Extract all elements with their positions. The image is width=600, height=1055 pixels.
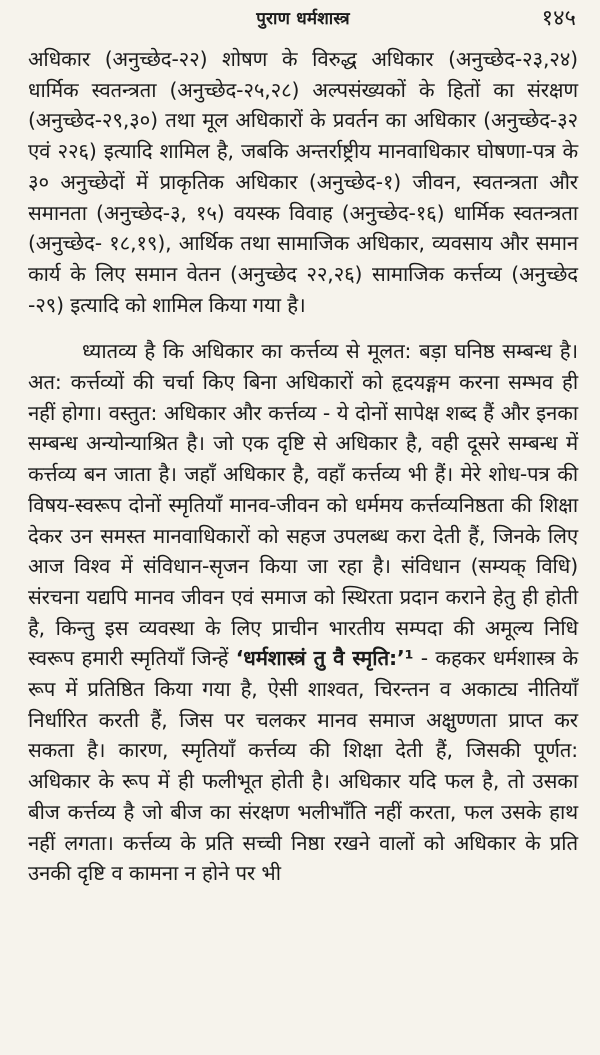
page-header bbox=[28, 0, 578, 44]
page-body bbox=[28, 44, 578, 889]
paragraph-1: अधिकार (अनुच्छेद-२२) शोषण के विरुद्ध अधिकार (अनुच्छेद-२३,२४) धार्मिक स्वतन्त्रता (अनुच्छेद-२५,२८) अल्पसंख्यकों के हितों का संरक्षण (अनुच्छेद-२९,३०) तथा मूल अधिकारों के प्रवर्तन का अधिकार (अनुच्छेद-३२ एवं २२६) इत्यादि शामिल है, जबकि अन्तर्राष्ट्रीय मानवाधिकार घोषणा-पत्र के ३० अनुच्छेदों में प्राकृतिक अधिकार (अनुच्छेद-१) जीवन, स्वतन्त्रता और समानता (अनुच्छेद-३, १५) वयस्क विवाह (अनुच्छेद-१६) धार्मिक स्वतन्त्रता (अनुच्छेद- १८,१९), आर्थिक तथा सामाजिक अधिकार, व्यवसाय और समान कार्य के लिए समान वेतन (अनुच्छेद २२,२६) सामाजिक कर्त्तव्य (अनुच्छेद -२९) इत्यादि को शामिल किया गया है। bbox=[28, 47, 578, 317]
paragraph-2 bbox=[28, 336, 578, 889]
paragraph-2-text-end: - कहकर धर्मशास्त्र के रूप में प्रतिष्ठित किया गया है, ऐसी शाश्वत, चिरन्तन व अकाट्य नीतियाँ निर्धारित करती हैं, जिस पर चलकर मानव समाज अक्षुण्णता प्राप्त कर सकता है। कारण, स्मृतियाँ कर्त्तव्य की शिक्षा देती हैं, जिसकी पूर्णत: अधिकार के रूप में ही फलीभूत होती है। अधिकार यदि फल है, तो उसका बीज कर्त्तव्य है जो बीज का संरक्षण भलीभाँति नहीं करता, फल उसके हाथ नहीं लगता। कर्त्तव्य के प्रति सच्ची निष्ठा रखने वालों को अधिकार के प्रति उनकी दृष्टि व कामना न होने पर भी bbox=[28, 646, 578, 886]
paragraph-2-text-start: ध्यातव्य है कि अधिकार का कर्त्तव्य से मूलत: बड़ा घनिष्ठ सम्बन्ध है। अत: कर्त्तव्यों की चर्चा किए बिना अधिकारों को हृदयङ्गम करना सम्भव ही नहीं होगा। वस्तुत: अधिकार और कर्त्तव्य - ये दोनों सापेक्ष शब्द हैं और इनका सम्बन्ध अन्योन्याश्रित है। जो एक दृष्टि से अधिकार है, वही दूसरे सम्बन्ध में कर्त्तव्य बन जाता है। जहाँ अधिकार है, वहाँ कर्त्तव्य भी हैं। मेरे शोध-पत्र की विषय-स्वरूप दोनों स्मृतियाँ मानव-जीवन को धर्ममय कर्त्तव्यनिष्ठता की शिक्षा देकर उन समस्त मानवाधिकारों को सहज उपलब्ध करा देती हैं, जिनके लिए आज विश्व में संविधान-सृजन किया जा रहा है। संविधान (सम्यक् विधि) संरचना यद्यपि मानव जीवन एवं समाज को स्थिरता प्रदान कराने हेतु ही होती है, किन्तु इस व्यवस्था के लिए प्राचीन भारतीय सम्पदा की अमूल्य निधि स्वरूप हमारी स्मृतियाँ जिन्हें bbox=[28, 339, 578, 671]
quoted-verse: ‘धर्मशास्त्रं तु वै स्मृति:’¹ bbox=[235, 646, 414, 671]
page-number: १४५ bbox=[541, 6, 576, 31]
running-title: पुराण धर्मशास्त्र bbox=[256, 9, 350, 29]
